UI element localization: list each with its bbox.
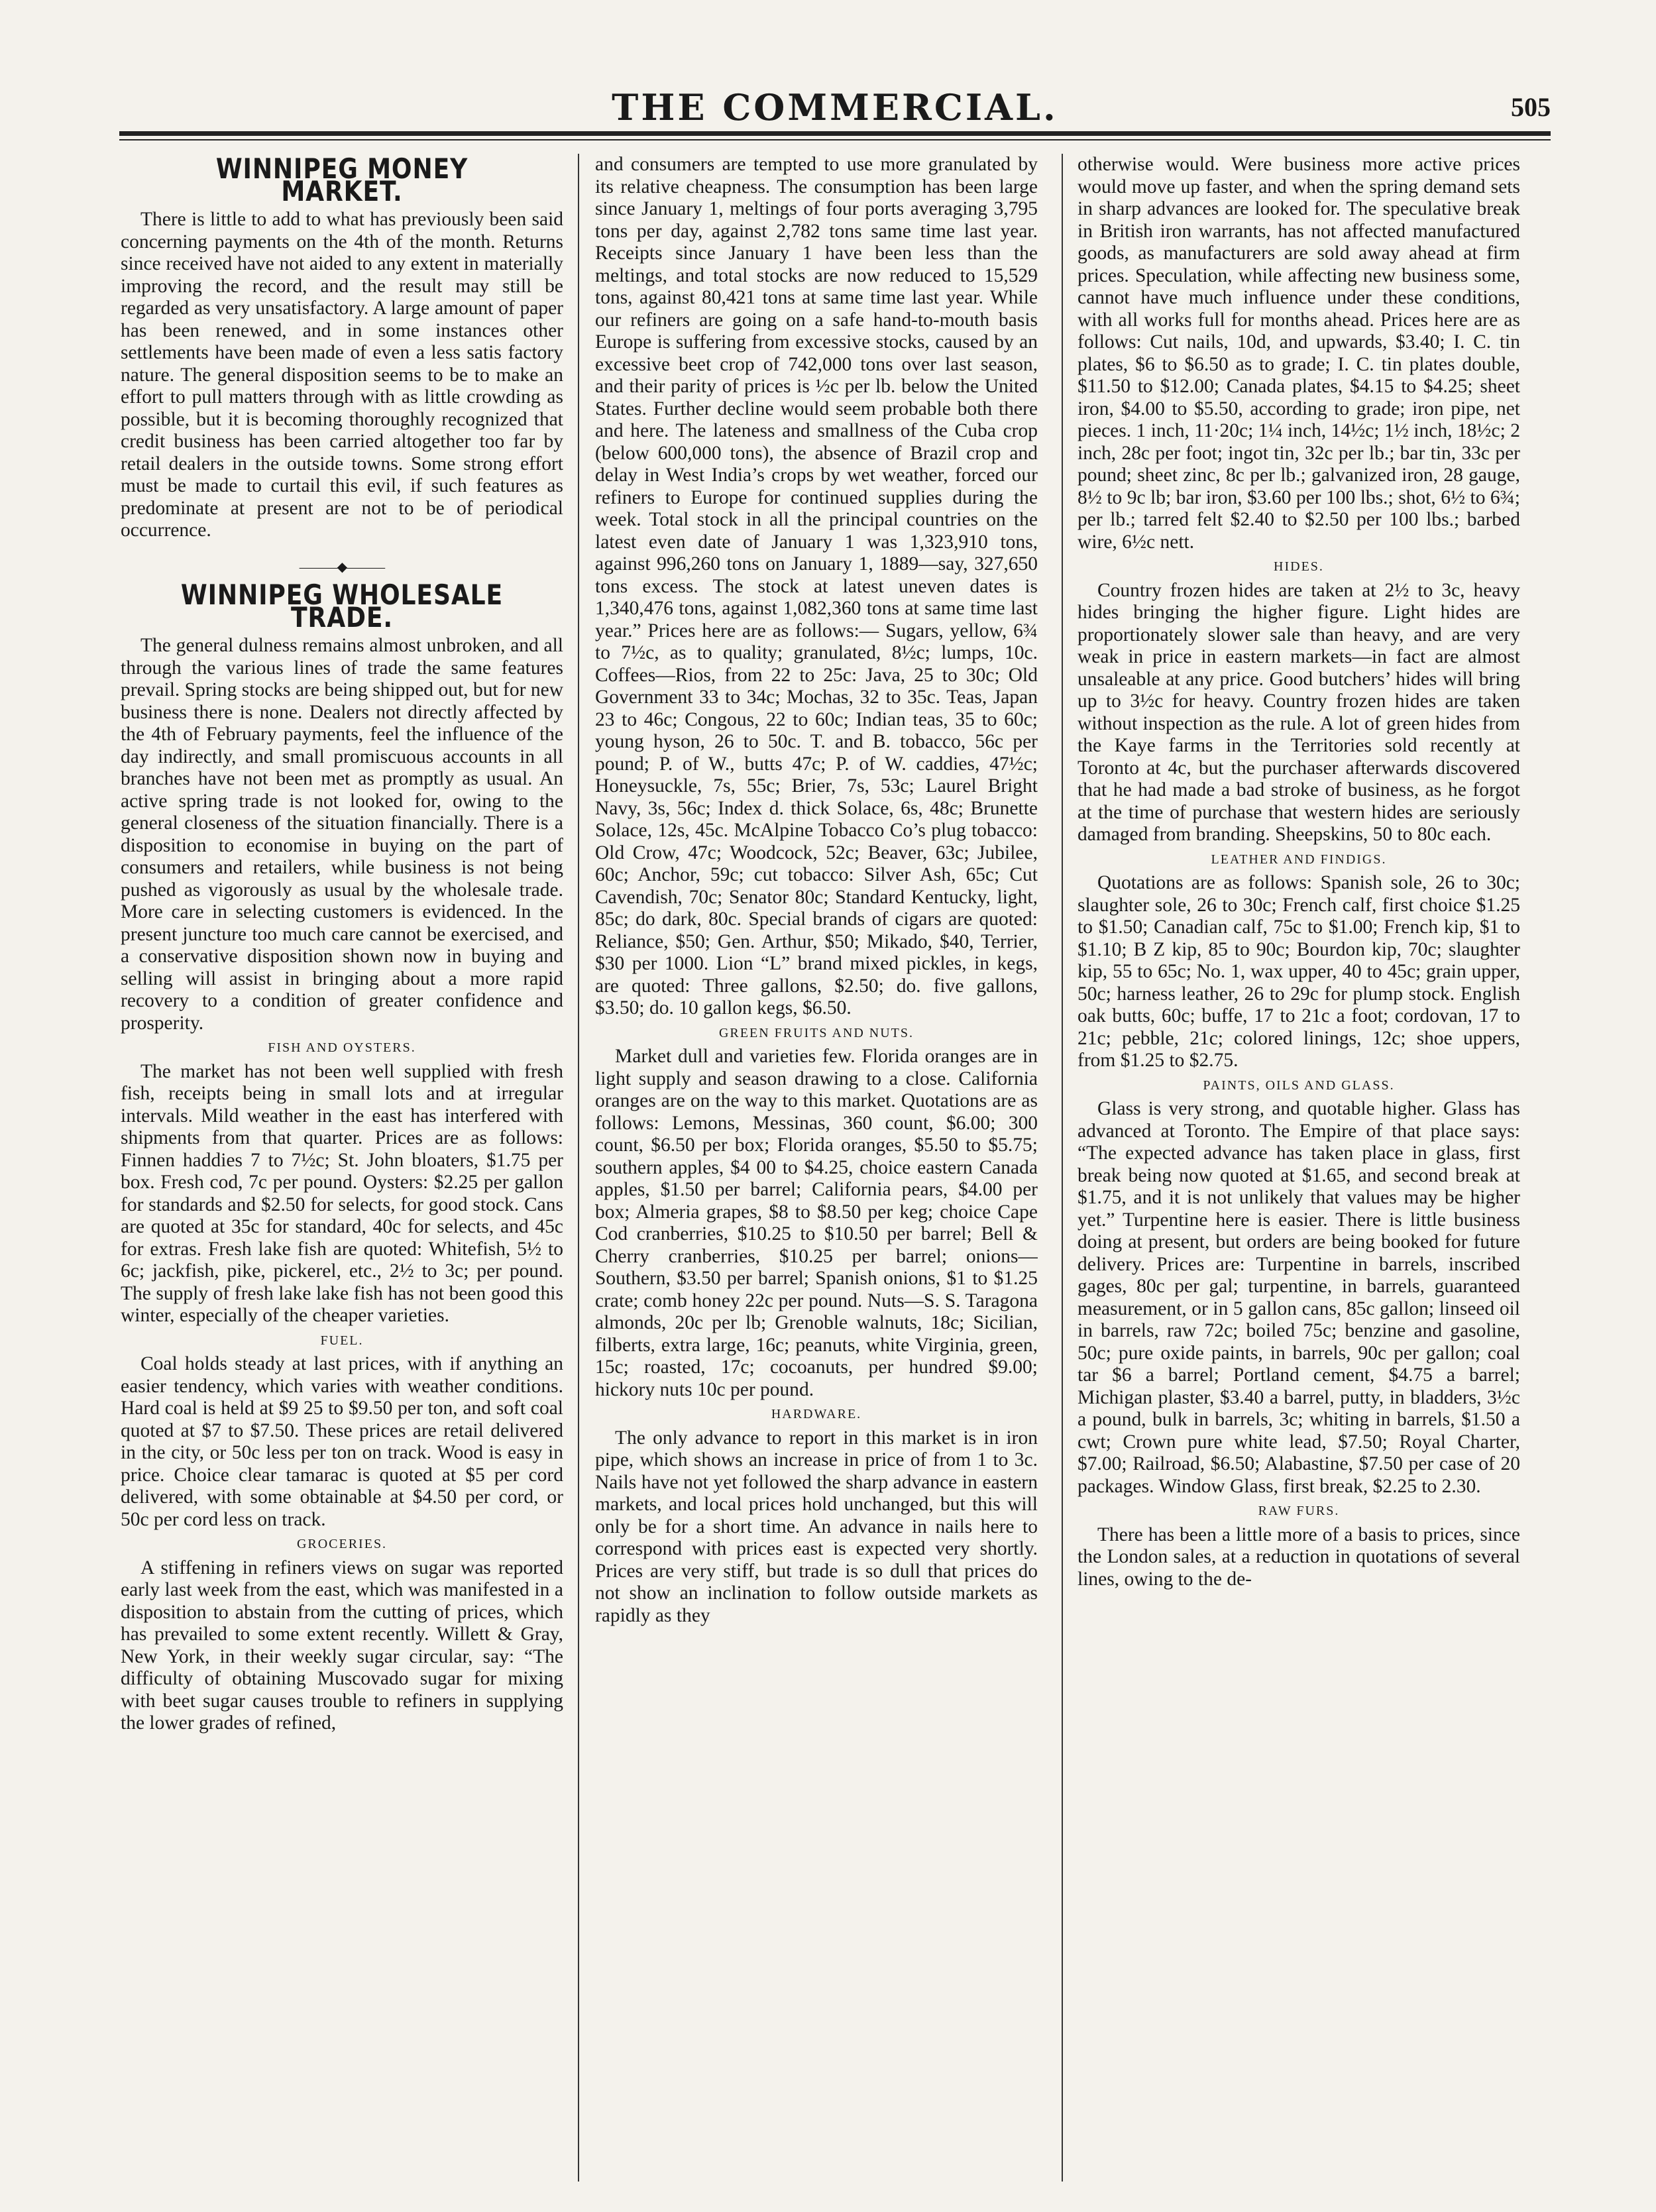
masthead: THE COMMERCIAL. <box>612 86 1058 129</box>
section-divider: ———◆——— <box>299 559 385 575</box>
paints-text: Glass is very strong, and quotable higher. Glass has advanced at Toronto. The Empire of that place says: “The expected advance has taken place in glass, first break being now quoted at $1.65, and second break at $1.75, and it is not unlikely that values may be higher yet.” Turpentine here is easier. There is little business doing at present, but orders are being booked for future delivery. Prices are: Turpentine in barrels, inscribed gages, 80c per gal; turpentine, in barrels, guaranteed measurement, or in 5 gallon cans, 85c gallon; linseed oil in barrels, raw 72c; boiled 75c; benzine and gasoline, 50c; pure oxide paints, in barrels, 90c per gallon; coal tar $6 a barrel; Portland cement, $4.75 a barrel; Michigan plaster, $3.40 a barrel, putty, in bladders, 3½c a pound, bulk in barrels, 3c; whiting in barrels, $1.50 a cwt; Crown pure white lead, $7.50; Royal Charter, $7.00; Railroad, $6.50; Alabastine, $7.50 per case of 20 packages. Window Glass, first break, $2.25 to 2.30. <box>1077 1098 1520 1497</box>
paints-heading: PAINTS, OILS AND GLASS. <box>1203 1078 1395 1093</box>
groceries-text-continued: and consumers are tempted to use more granulated by its relative cheapness. The consumption has been large since January 1, meltings of four ports averaging 3,795 tons per day, against 2,782 tons same time last year. Receipts since January 1 have been less than the meltings, and total stocks are now reduced to 15,529 tons, against 80,421 tons at same time last year. While our refiners are going on a safe hand-to-mouth basis Europe is suffering from excessive stocks, caused by an excessive beet crop of 742,000 tons over last season, and their parity of prices is ½c per lb. below the United States. Further decline would seem probable both there and here. The lateness and smallness of the Cuba crop (below 600,000 tons), the absence of Brazil crop and delay in West India’s crops by wet weather, forced our refiners to Europe for continued supplies during the week. Total stock in all the principal countries on the latest even date of January 1 was 1,323,910 tons, against 996,260 tons on January 1, 1889—say, 327,650 tons excess. The stock at latest uneven dates is 1,340,476 tons, against 1,082,360 tons at same time last year.” Prices here are as follows:— Sugars, yellow, 6¾ to 7½c, as to quality; granulated, 8½c; lumps, 10c. Coffees—Rios, from 22 to 25c: Java, 25 to 30c; Old Government 33 to 34c; Mochas, 32 to 35c. Teas, Japan 23 to 46c; Congous, 22 to 60c; Indian teas, 35 to 60c; young hyson, 26 to 50c. T. and B. tobacco, 56c per pound; P. of W., butts 47c; P. of W. caddies, 47½c; Honeysuckle, 7s, 55c; Brier, 7s, 53c; Laurel Bright Navy, 3s, 56c; Index d. thick Solace, 6s, 48c; Brunette Solace, 12s, 45c. McAlpine Tobacco Co’s plug tobacco: Old Crow, 47c; Woodcock, 52c; Beaver, 63c; Jubilee, 60c; Anchor, 59c; cut tobacco: Silver Ash, 65c; Cut Cavendish, 70c; Senator 80c; Standard Kentucky, light, 85c; do dark, 80c. Special brands of cigars are quoted: Reliance, $50; Gen. Arthur, $50; Mikado, $40, Terrier, $30 per 1000. Lion “L” brand mixed pickles, in kegs, are quoted: Three gallons, $2.50; do. five gallons, $3.50; do. 10 gallon kegs, $6.50. <box>595 154 1038 1019</box>
groceries-text: A stiffening in refiners views on sugar was reported early last week from the east, which was manifested in a disposition to abstain from the cutting of prices, which has prevailed to some extent recently. Willett & Gray, New York, in their weekly sugar circular, say: “The difficulty of obtaining Muscovado sugar for mixing with beet sugar causes trouble to refiners in supplying the lower grades of refined, <box>121 1557 563 1734</box>
column-rule-1 <box>578 154 579 2182</box>
fuel-heading: FUEL. <box>320 1333 364 1348</box>
furs-text: There has been a little more of a basis to prices, since the London sales, at a reduction in quotations of several lines, owing to the de- <box>1077 1523 1520 1590</box>
header-rule-thin <box>119 139 1551 140</box>
fish-text: The market has not been well supplied with fresh fish, receipts being in small lots and at irregular intervals. Mild weather in the east has interfered with shipments from that quarter. Prices are as follows: Finnen haddies 7 to 7½c; St. John bloaters, $1.75 per box. Fresh cod, 7c per pound. Oysters: $2.25 per gallon for standards and $2.50 for selects, for good stock. Cans are quoted at 35c for standard, 40c for selects, and 45c for extras. Fresh lake fish are quoted: Whitefish, 5½ to 6c; jackfish, pike, pickerel, etc., 2½ to 3c; per pound. The supply of fresh lake lake fish has not been good this winter, especially of the cheaper varieties. <box>121 1060 563 1326</box>
wholesale-trade-text: The general dulness remains almost unbroken, and all through the various lines of trade the same features prevail. Spring stocks are being shipped out, but for new business there is none. Dealers not directly affected by the 4th of February payments, feel the influence of the day indirectly, and small promiscuous accounts in all branches have not been met as promptly as usual. An active spring trade is not looked for, owing to the general closeness of the situation financially. There is a disposition to economise in buying on the part of consumers and retailers, while business is not being pushed as vigorously as usual by the wholesale trade. More care in selecting customers is evidenced. In the present juncture too much care cannot be exercised, and a conservative disposition shown now in buying and selling will assist in bringing about a more rapid recovery to a condition of greater confidence and prosperity. <box>121 635 563 1034</box>
fruits-text: Market dull and varieties few. Florida oranges are in light supply and season drawing to a close. California oranges are on the way to this market. Quotations are as follows: Lemons, Messinas, 360 count, $6.00; 300 count, $6.50 per box; Florida oranges, $5.50 to $5.75; southern apples, $4 00 to $4.25, choice eastern Canada apples, $1.50 per barrel; California pears, $4.00 per box; Almeria grapes, $8 to $8.50 per keg; choice Cape Cod cranberries, $10.25 to $10.50 per barrel; Bell & Cherry cranberries, $10.25 per barrel; onions—Southern, $3.50 per barrel; Spanish onions, $1 to $1.25 crate; comb honey 22c per pound. Nuts—S. S. Taragona almonds, 20c per lb; Grenoble walnuts, 18c; Sicilian, filberts, extra large, 16c; peanuts, white Virginia, green, 15c; roasted, 17c; cocoanuts, per hundred $9.00; hickory nuts 10c per pound. <box>595 1046 1038 1400</box>
hides-heading: HIDES. <box>1274 559 1324 574</box>
header-rule-thick <box>119 131 1551 136</box>
column-2 <box>595 154 1038 2182</box>
fruits-heading: GREEN FRUITS AND NUTS. <box>718 1025 914 1040</box>
money-market-text: There is little to add to what has previously been said concerning payments on the 4th of the month. Returns since received have not aided to any extent in materially improving the record, and the result may still be regarded as very unsatisfactory. A large amount of paper has been renewed, and in some instances other settlements have been made of even a less satis factory nature. The general disposition seems to be to make an effort to pull matters through with as little crowding as possible, but it is becoming thoroughly recognized that credit business has been carried altogether too far by retail dealers in the outside towns. Some strong effort must be made to curtail this evil, if such features as predominate at present are not to be of periodical occurrence. <box>121 209 563 541</box>
page-header <box>119 74 1551 134</box>
groceries-heading: GROCERIES. <box>296 1537 388 1551</box>
leather-text: Quotations are as follows: Spanish sole, 26 to 30c; slaughter sole, 26 to 30c; French calf, first choice $1.25 to $1.50; Canadian calf, 75c to $1.00; French kip, $1 to $1.10; B Z kip, 85 to 90c; Bourdon kip, 70c; slaughter kip, 55 to 65c; No. 1, wax upper, 40 to 45c; grain upper, 50c; harness leather, 26 to 29c for plump stock. English oak butts, 60c; buffe, 17 to 21c a foot; cordovan, 17 to 21c; pebble, 21c; colored linings, 12c; shoe uppers, from $1.25 to $2.75. <box>1077 872 1520 1071</box>
money-market-title: WINNIPEG MONEY MARKET. <box>215 154 469 207</box>
column-rule-2 <box>1062 154 1063 2182</box>
column-3 <box>1077 154 1520 2182</box>
page-number: 505 <box>1511 92 1551 122</box>
furs-heading: RAW FURS. <box>1258 1504 1340 1518</box>
hardware-text-continued: otherwise would. Were business more active prices would move up faster, and when the spring demand sets in sharp advances are looked for. The speculative break in British iron warrants, has not affected manufactured goods, as manufacturers are sold away ahead at firm prices. Speculation, while affecting new business some, cannot have much influence under these conditions, with all works full for months ahead. Prices here are as follows: Cut nails, 10d, and upwards, $3.40; I. C. tin plates, $6 to $6.50 as to grade; I. C. tin plates double, $11.50 to $12.00; Canada plates, $4.15 to $4.25; sheet iron, $4.00 to $5.50, according to grade; iron pipe, net pieces. 1 inch, 11·20c; 1¼ inch, 14½c; 1½ inch, 18½c; 2 inch, 28c per foot; ingot tin, 32c per lb.; bar tin, 33c per pound; sheet zinc, 8c per lb.; galvanized iron, 28 gauge, 8½ to 9c lb; bar iron, $3.60 per 100 lbs.; shot, 6½ to 6¾; per lb.; tarred felt $2.40 to $2.50 per 100 lbs.; barbed wire, 6½c nett. <box>1077 154 1520 553</box>
fish-heading: FISH AND OYSTERS. <box>268 1040 416 1055</box>
hardware-text: The only advance to report in this market is in iron pipe, which shows an increase in price of from 1 to 3c. Nails have not yet followed the sharp advance in eastern markets, and local prices hold unchanged, but this will only be for a short time. An advance in nails here to correspond with prices east is expected very shortly. Prices are very stiff, but trade is so dull that prices do not show an inclination to follow outside markets as rapidly as they <box>595 1427 1038 1626</box>
wholesale-trade-title: WINNIPEG WHOLESALE TRADE. <box>180 579 504 634</box>
column-1 <box>121 154 563 2182</box>
fuel-text: Coal holds steady at last prices, with if anything an easier tendency, which varies with weather conditions. Hard coal is held at $9 25 to $9.50 per ton, and soft coal quoted at $7 to $7.50. These prices are retail delivered in the city, or 50c less per ton on track. Wood is easy in price. Choice clear tamarac is quoted at $5 per cord delivered, with some obtainable at $4.50 per cord, or 50c per cord less on track. <box>121 1353 563 1530</box>
hardware-heading: HARDWARE. <box>771 1407 862 1421</box>
leather-heading: LEATHER AND FINDIGS. <box>1211 852 1387 867</box>
hides-text: Country frozen hides are taken at 2½ to 3c, heavy hides bringing the higher figure. Light hides are proportionately slower sale than heavy, and are very weak in price in eastern markets—in fact are almost unsaleable at any price. Good butchers’ hides will bring up to 3½c for heavy. Country frozen hides are taken without inspection as the rule. A lot of green hides from the Kaye farms in the Territories sold recently at Toronto at 4c, but the purchaser afterwards discovered that he had made a bad stroke of business, as he forgot at the time of purchase that western hides are seriously damaged from branding. Sheepskins, 50 to 80c each. <box>1077 579 1520 845</box>
